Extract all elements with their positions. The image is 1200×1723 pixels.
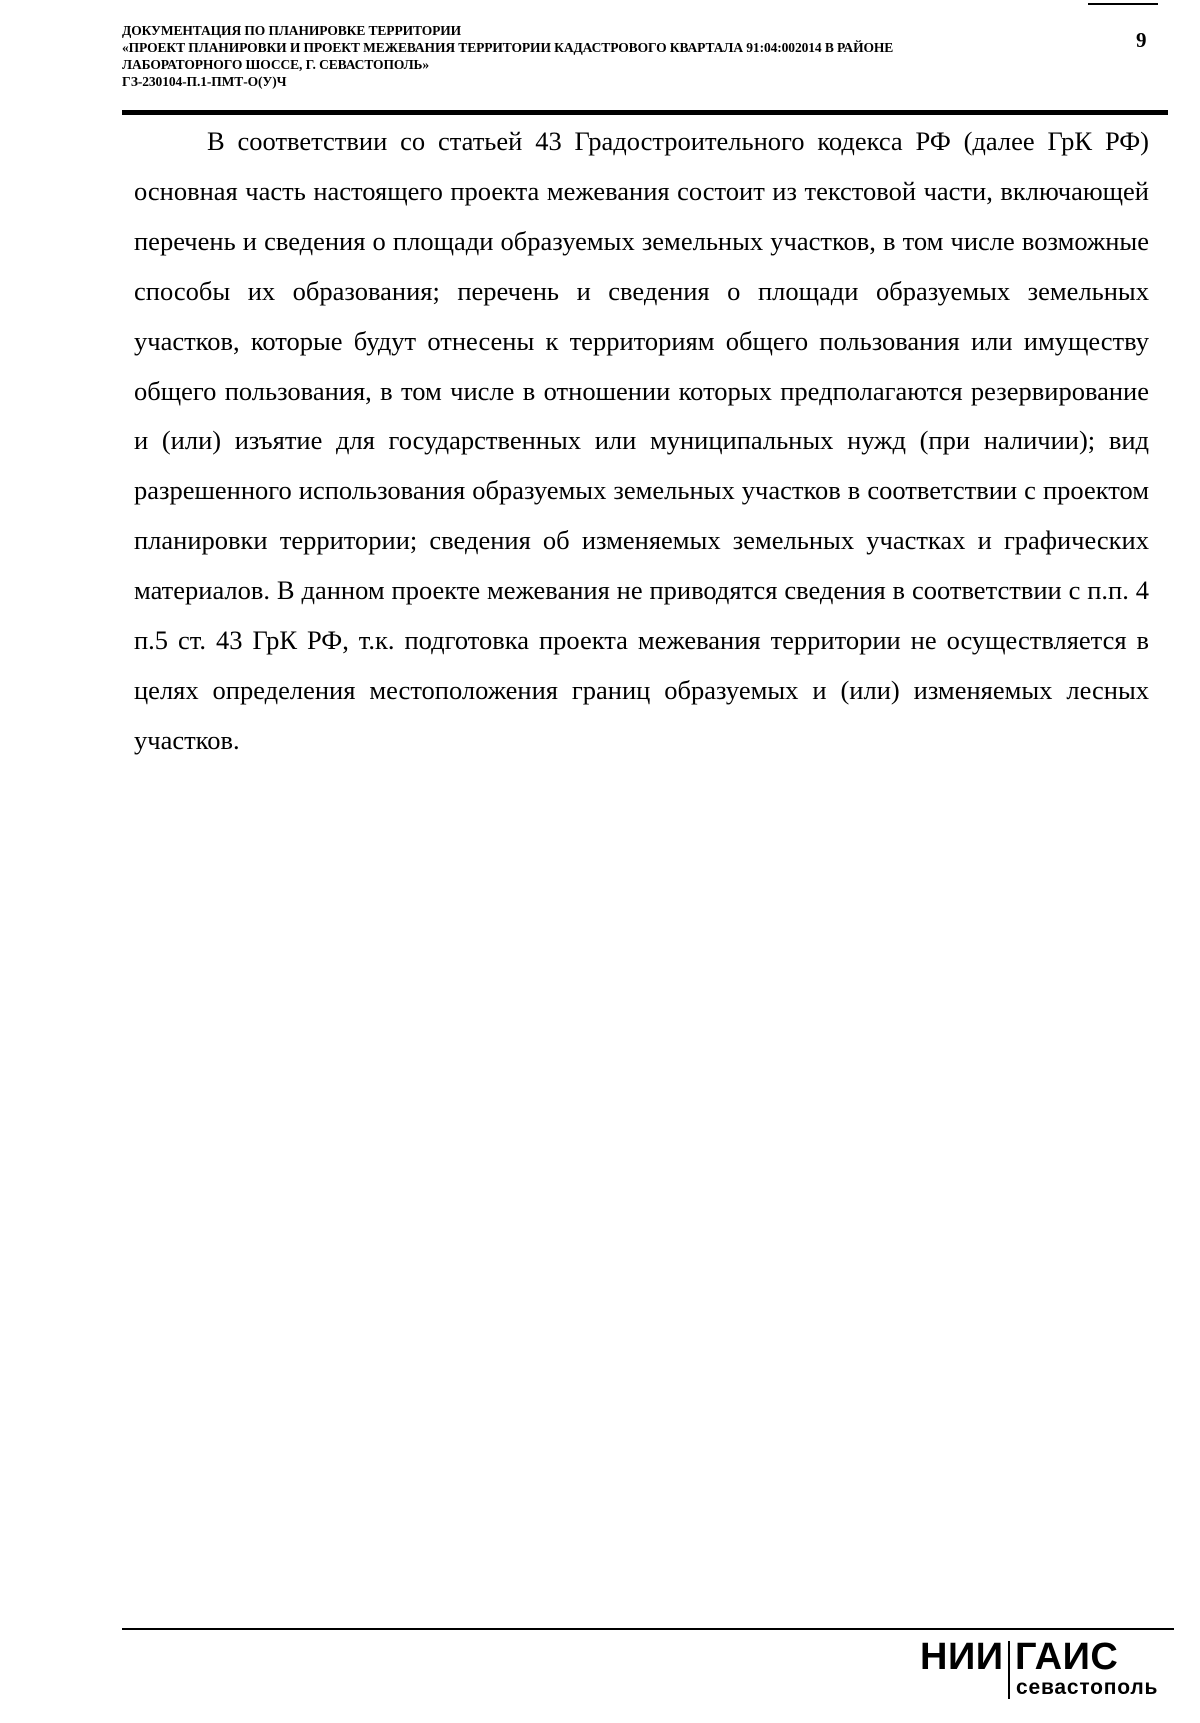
top-corner-rule <box>1088 3 1158 5</box>
footer-divider <box>122 1628 1174 1630</box>
body-paragraph: В соответствии со статьей 43 Градостроительного кодекса РФ (далее ГрК РФ) основная часть настоящего проекта межевания состоит из текстовой части, включающей перечень и сведения о площади образуемых земельных участков, в том числе возможные способы их образования; перечень и сведения о площади образуемых земельных участков, которые будут отнесены к территориям общего пользования или имуществу общего пользования, в том числе в отношении которых предполагаются резервирование и (или) изъятие для государственных или муниципальных нужд (при наличии); вид разрешенного использования образуемых земельных участков в соответствии с проектом планировки территории; сведения об изменяемых земельных участках и графических материалов. В данном проекте межевания не приводятся сведения в соответствии с п.п. 4 п.5 ст. 43 ГрК РФ, т.к. подготовка проекта межевания территории не осуществляется в целях определения местоположения границ образуемых и (или) изменяемых лесных участков. <box>134 126 1149 755</box>
header-line-doc-type: ДОКУМЕНТАЦИЯ ПО ПЛАНИРОВКЕ ТЕРРИТОРИИ <box>122 23 462 38</box>
header-line-project-title: «ПРОЕКТ ПЛАНИРОВКИ И ПРОЕКТ МЕЖЕВАНИЯ ТЕРРИТОРИИ КАДАСТРОВОГО КВАРТАЛА 91:04:002014 В РАЙОНЕ <box>122 40 894 55</box>
page-number: 9 <box>1136 28 1147 52</box>
logo-text-nii: НИИ <box>920 1636 1004 1678</box>
header-divider <box>122 110 1168 115</box>
logo-text-gais: ГАИС <box>1015 1636 1119 1678</box>
document-header <box>122 22 1082 90</box>
logo-divider <box>1008 1641 1010 1699</box>
header-line-doc-code: ГЗ-230104-П.1-ПМТ-О(У)Ч <box>122 74 287 89</box>
header-line-location: ЛАБОРАТОРНОГО ШОССЕ, Г. СЕВАСТОПОЛЬ» <box>122 57 430 72</box>
nii-gais-logo <box>920 1635 1170 1710</box>
logo-text-city: севастополь <box>1016 1676 1159 1699</box>
